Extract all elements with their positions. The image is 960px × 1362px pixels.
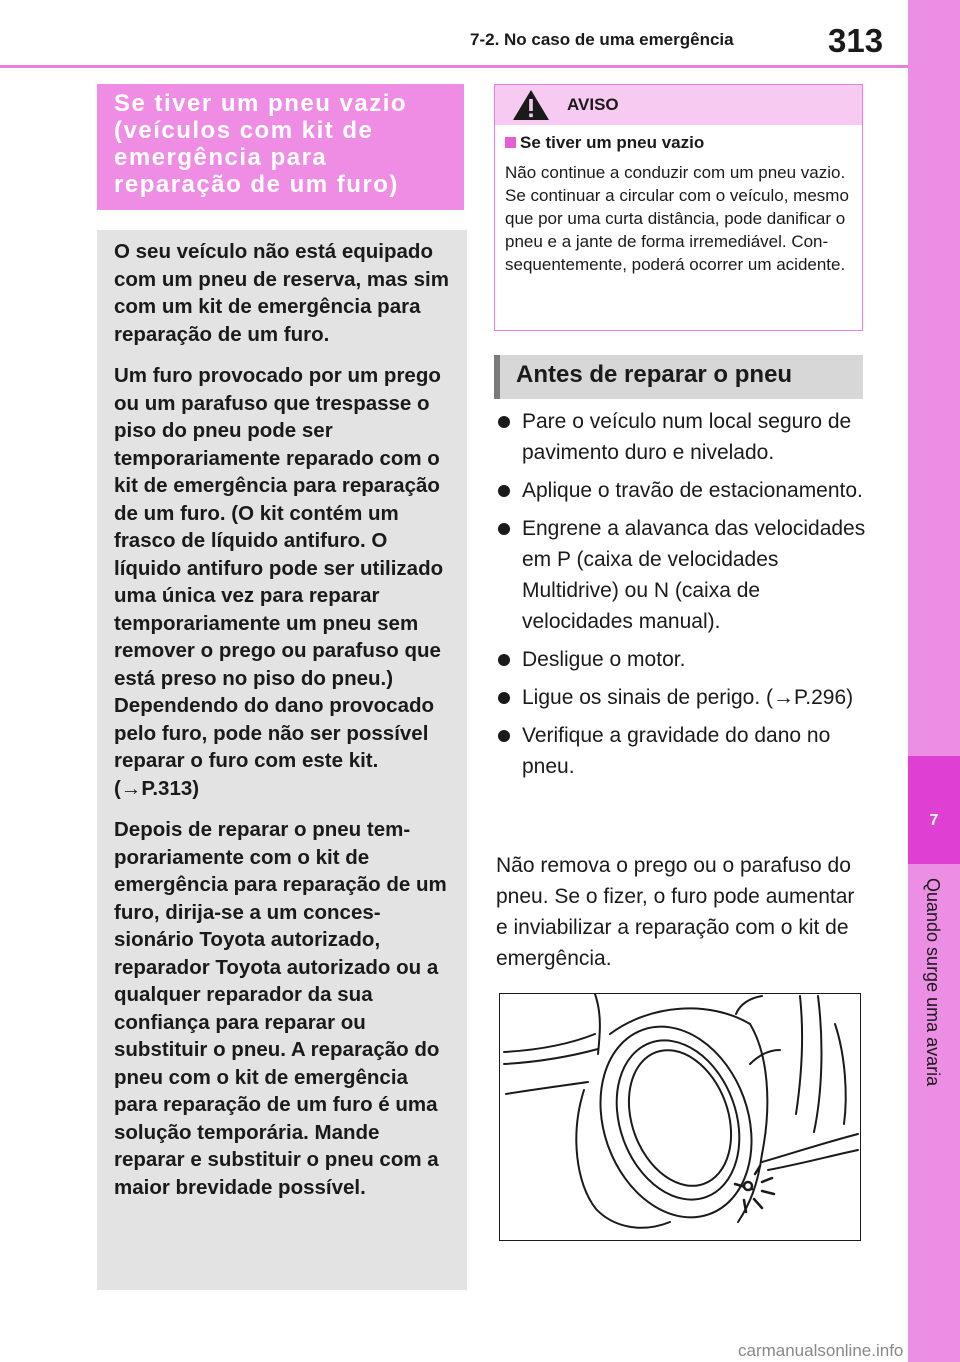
bullet-dot-icon bbox=[498, 730, 510, 742]
chapter-label-container bbox=[913, 878, 953, 1148]
bullet-dot-icon bbox=[498, 692, 510, 704]
preparation-steps-list bbox=[496, 406, 866, 789]
list-item-text: Engrene a alavanca das velocidades em P (caixa de velocidades Multidrive) ou N (caixa de velocidades manual). bbox=[522, 517, 866, 633]
list-item-text: Ligue os sinais de perigo. (→P.296) bbox=[522, 686, 854, 709]
bullet-dot-icon bbox=[498, 416, 510, 428]
list-item bbox=[496, 644, 866, 675]
heading-line: Se tiver um pneu vazio bbox=[114, 90, 408, 117]
chapter-number: 7 bbox=[929, 812, 939, 829]
warning-header bbox=[495, 85, 862, 125]
warning-box bbox=[494, 84, 863, 331]
warning-text: Não continue a conduzir com um pneu vazio. Se continuar a circular com o veículo, mesmo que por uma curta distância, pode danificar o pneu e a jante de forma irremediável. Consequentemente, poderá ocorrer um acidente. bbox=[505, 163, 849, 274]
info-paragraph: O seu veículo não está equipado com um pneu de reserva, mas sim com um kit de emergência para reparação de um furo. bbox=[114, 240, 449, 346]
list-item-text: Aplique o travão de estacionamento. bbox=[522, 479, 863, 502]
warning-subheading bbox=[495, 125, 862, 153]
section-title: 7-2. No caso de uma emergência bbox=[470, 30, 734, 49]
list-item-text: Desligue o motor. bbox=[522, 648, 686, 671]
list-item bbox=[496, 720, 866, 782]
heading-line: emergência para bbox=[114, 144, 328, 171]
chapter-number-tab bbox=[908, 756, 960, 864]
bullet-dot-icon bbox=[498, 485, 510, 497]
tire-with-nail-drawing bbox=[500, 994, 861, 1241]
page-number: 313 bbox=[828, 22, 884, 59]
chapter-label: Quando surge uma avaria bbox=[923, 878, 943, 1087]
info-paragraph: Um furo provocado por um prego ou um parafuso que trespasse o piso do pneu pode ser temporariamente reparado com o kit de emergência para reparação de um furo. (O kit contém um frasco de líquido antifuro. O líquido antifuro pode ser utilizado uma única vez para reparar temporariamente um pneu sem remover o prego ou parafuso que está preso no piso do pneu.) Dependendo do dano provocado pelo furo, pode não ser possível reparar o furo com este kit. (→P.313) bbox=[114, 364, 444, 800]
list-item bbox=[496, 406, 866, 468]
before-repair-heading bbox=[494, 355, 863, 399]
bullet-dot-icon bbox=[498, 523, 510, 535]
heading-line: reparação de um furo) bbox=[114, 171, 399, 198]
heading-line: (veículos com kit de bbox=[114, 117, 374, 144]
list-item bbox=[496, 513, 866, 637]
warning-subheading-text: Se tiver um pneu vazio bbox=[520, 133, 705, 152]
list-item bbox=[496, 682, 866, 713]
warning-triangle-icon bbox=[511, 88, 551, 122]
info-paragraph: Depois de reparar o pneu temporariamente com o kit de emergência para reparação de um furo, dirija-se a um concessionário Toyota autorizado, reparador Toyota autorizado ou a qualquer reparador da sua confiança para reparar ou substituir o pneu. A reparação do pneu com o kit de emergência para reparação de um furo é uma solução temporária. Mande reparar e substituir o pneu com a maior brevidade possível. bbox=[114, 818, 447, 1199]
list-item bbox=[496, 475, 866, 506]
warning-label: AVISO bbox=[567, 95, 619, 114]
flat-tire-heading bbox=[97, 84, 464, 210]
repair-kit-info-box bbox=[97, 230, 467, 1290]
punctured-tire-illustration bbox=[499, 993, 861, 1241]
list-item-text: Verifique a gravidade do dano no pneu. bbox=[522, 724, 831, 778]
before-repair-heading-text: Antes de reparar o pneu bbox=[516, 361, 793, 388]
bullet-dot-icon bbox=[498, 654, 510, 666]
watermark: carmanualsonline.info bbox=[738, 1341, 904, 1360]
chapter-side-tab bbox=[908, 0, 960, 1362]
closing-paragraph: Não remova o prego ou o parafuso do pneu. Se o fizer, o furo pode aumentar e inviabilizar a reparação com o kit de emergência. bbox=[496, 854, 855, 970]
header-rule bbox=[0, 65, 908, 68]
list-item-text: Pare o veículo num local seguro de pavimento duro e nivelado. bbox=[522, 410, 852, 464]
square-bullet-icon bbox=[505, 137, 516, 148]
